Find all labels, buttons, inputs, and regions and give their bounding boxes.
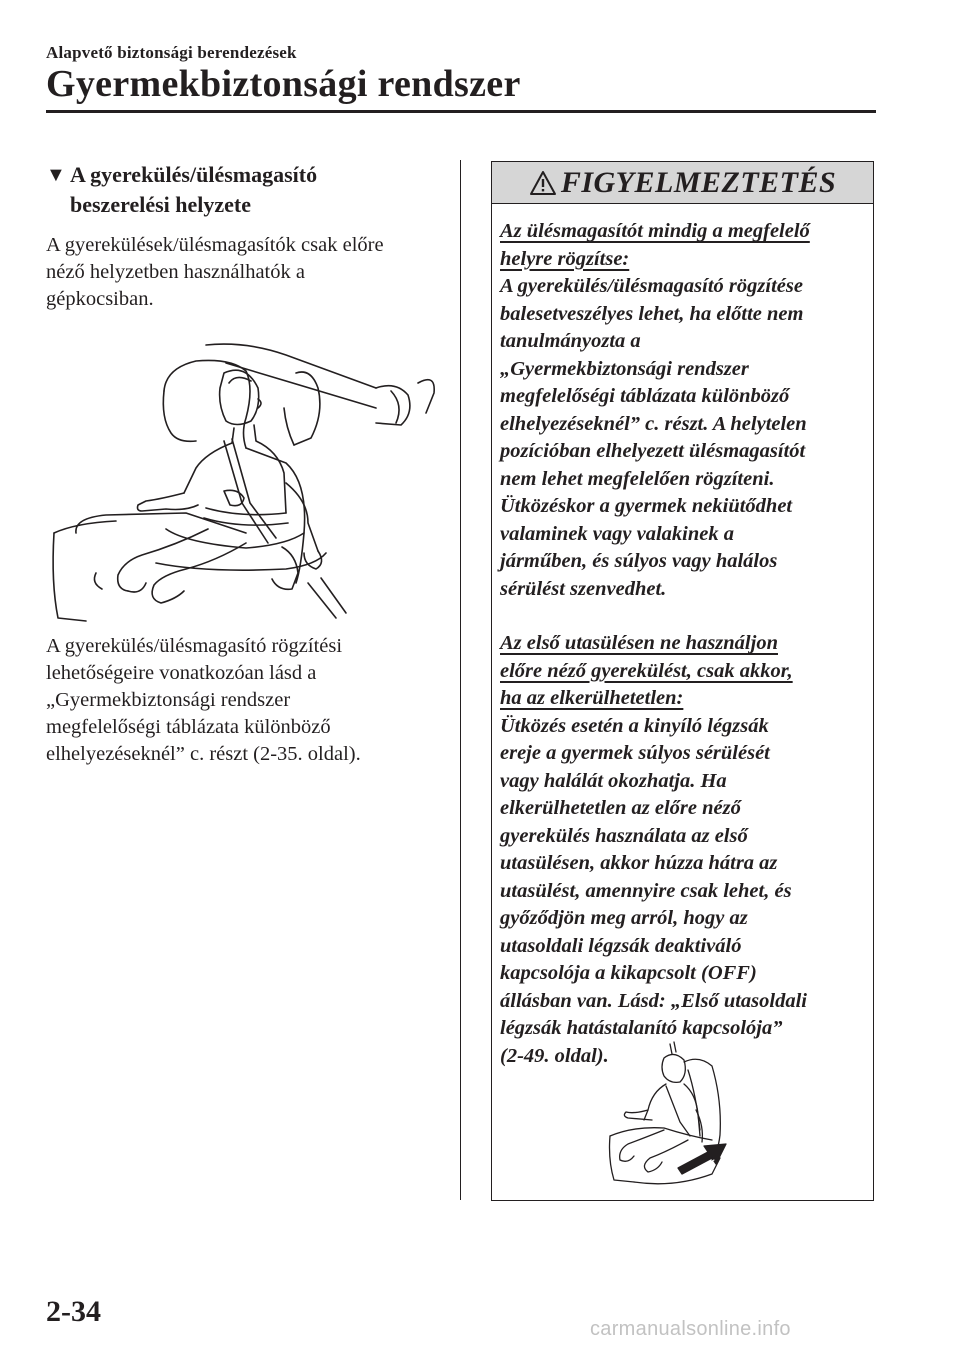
page-number: 2-34 xyxy=(46,1295,101,1328)
warning-text-line: utasülésen, akkor húzza hátra az xyxy=(500,852,778,874)
warning-text-line: sérülést szenvedhet. xyxy=(500,577,667,600)
text-line: megfelelőségi táblázata különböző xyxy=(46,716,331,738)
warning-text-line: utasoldali légzsák deaktiváló xyxy=(500,934,742,957)
warning-text-line: elhelyezéseknél” c. részt. A helytelen xyxy=(500,412,807,435)
down-triangle-icon: ▼ xyxy=(46,164,66,186)
rear-seat-push-illustration xyxy=(604,1040,744,1190)
paragraph-reference xyxy=(46,633,446,768)
warning-box xyxy=(491,161,874,1201)
heading-line: A gyerekülés/ülésmagasító xyxy=(70,162,318,187)
text-line: „Gyermekbiztonsági rendszer xyxy=(46,689,291,711)
warning-lead-line: Az első utasülésen ne használjon xyxy=(500,632,778,654)
text-line: lehetőségeire vonatkozóan lásd a xyxy=(46,662,317,684)
warning-content xyxy=(492,204,873,1070)
header-section: Alapvető biztonsági berendezések xyxy=(46,43,297,62)
warning-text-line: „Gyermekbiztonsági rendszer xyxy=(500,357,749,380)
warning-lead-line: helyre rögzítse: xyxy=(500,247,630,270)
warning-text-line: ereje a gyermek súlyos sérülését xyxy=(500,742,770,764)
warning-text-line: állásban van. Lásd: „Első utasoldali xyxy=(500,989,807,1012)
warning-header xyxy=(492,162,873,204)
text-line: néző helyzetben használhatók a xyxy=(46,261,305,283)
warning-text-line: gyerekülés használata az első xyxy=(500,824,748,847)
warning-text-line: megfelelőségi táblázata különböző xyxy=(500,385,790,407)
warning-text-line: kapcsolója a kikapcsolt (OFF) xyxy=(500,962,757,984)
warning-text-line: nem lehet megfelelően rögzíteni. xyxy=(500,467,775,490)
text-line: A gyerekülés/ülésmagasító rögzítési xyxy=(46,635,343,657)
watermark: carmanualsonline.info xyxy=(590,1318,791,1340)
warning-lead-line: ha az elkerülhetetlen: xyxy=(500,687,684,709)
warning-text-line: (2-49. oldal). xyxy=(500,1044,609,1067)
section-heading-text xyxy=(70,160,317,220)
warning-text-line: győződjön meg arról, hogy az xyxy=(500,907,748,929)
booster-seat-illustration xyxy=(46,333,446,623)
text-line: gépkocsiban. xyxy=(46,288,154,310)
column-divider xyxy=(460,160,461,1200)
warning-text-line: vagy halálát okozhatja. Ha xyxy=(500,769,727,792)
warning-text-line: Ütközés esetén a kinyíló légzsák xyxy=(500,714,769,737)
warning-text-line: valaminek vagy valakinek a xyxy=(500,522,734,545)
warning-text-line: elkerülhetetlen az előre néző xyxy=(500,797,741,819)
warning-lead-line: előre néző gyerekülést, csak akkor, xyxy=(500,659,793,682)
warning-text-line: utasülést, amennyire csak lehet, és xyxy=(500,879,792,902)
text-line: elhelyezéseknél” c. részt (2-35. oldal). xyxy=(46,743,361,765)
section-heading xyxy=(46,160,446,220)
paragraph-usage xyxy=(46,232,446,313)
warning-title: FIGYELMEZTETÉS xyxy=(560,165,837,199)
warning-text-line: Ütközéskor a gyermek nekiütődhet xyxy=(500,495,793,517)
page-title: Gyermekbiztonsági rendszer xyxy=(46,63,521,105)
heading-line: beszerelési helyzete xyxy=(70,192,252,217)
header-rule xyxy=(46,110,876,113)
warning-lead-line: Az ülésmagasítót mindig a megfelelő xyxy=(500,220,810,242)
warning-text-line: légzsák hatástalanító kapcsolója” xyxy=(500,1017,783,1039)
warning-text-line: járműben, és súlyos vagy halálos xyxy=(500,550,778,572)
warning-text-line: balesetveszélyes lehet, ha előtte nem xyxy=(500,302,804,325)
left-column xyxy=(46,160,446,768)
warning-text-line: pozícióban elhelyezett ülésmagasítót xyxy=(500,440,806,462)
text-line: A gyerekülések/ülésmagasítók csak előre xyxy=(46,234,384,256)
warning-text-line: A gyerekülés/ülésmagasító rögzítése xyxy=(500,275,803,297)
warning-text-line: tanulmányozta a xyxy=(500,330,641,352)
warning-triangle-icon xyxy=(529,170,557,196)
